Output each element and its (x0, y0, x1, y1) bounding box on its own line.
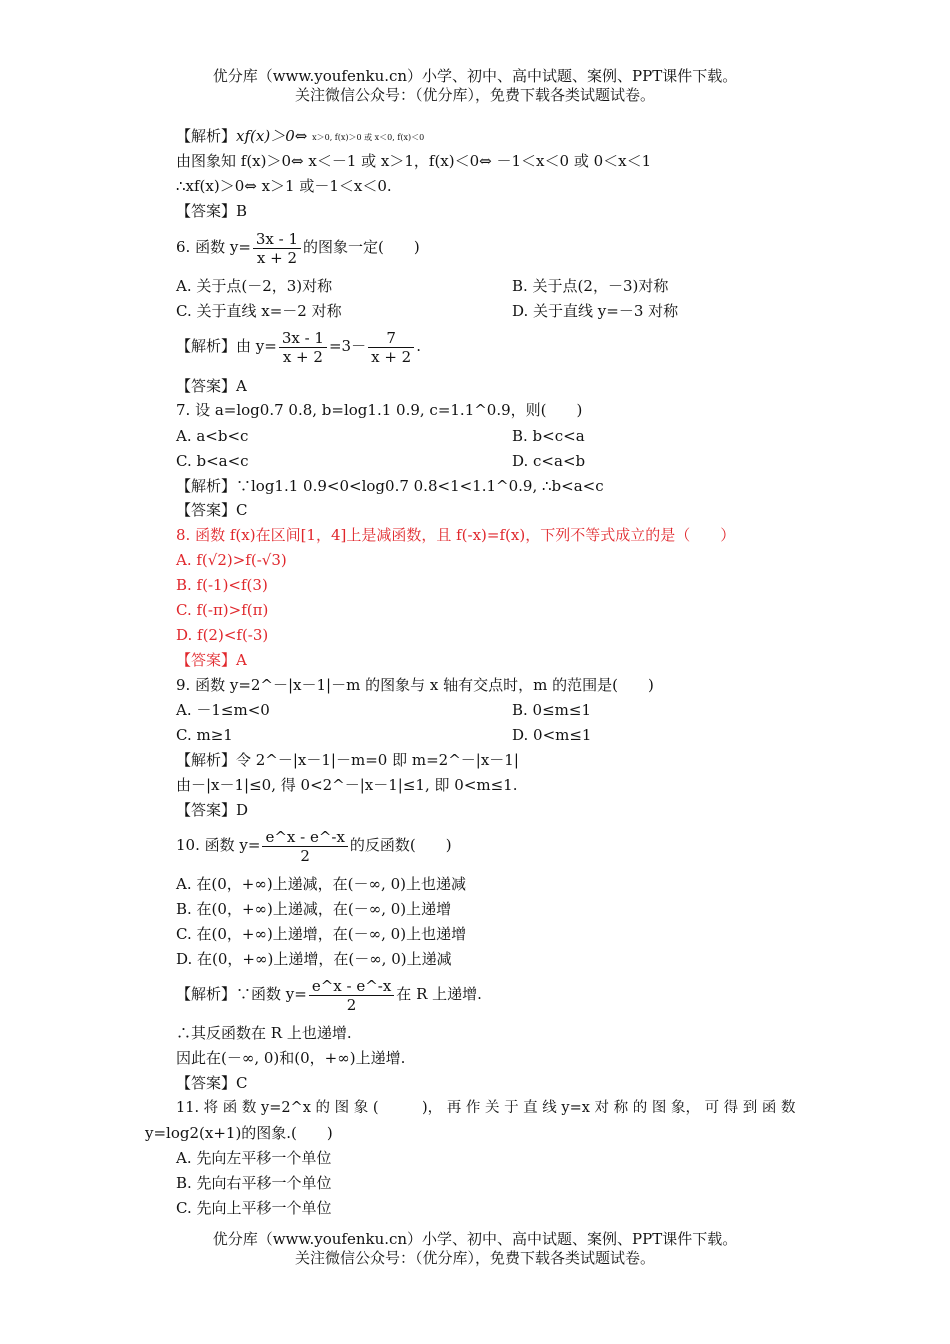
q6-jiexi-numerator-2: 7 (368, 329, 414, 348)
q9-stem: 9. 函数 y=2^－|x－1|－m 的图象与 x 轴有交点时，m 的范围是( ) (176, 676, 654, 694)
q6-jiexi (176, 327, 421, 366)
q11-option-a: A. 先向左平移一个单位 (176, 1149, 332, 1167)
q9-option-c: C. m≥1 (176, 726, 233, 744)
q8-answer: 【答案】A (176, 651, 247, 669)
q7-option-b: B. b<c<a (512, 427, 585, 445)
header-line-1: 优分库（www.youfenku.cn）小学、初中、高中试题、案例、PPT课件下载。 (212, 67, 738, 85)
q6-numerator: 3x - 1 (253, 230, 301, 249)
q10-jiexi (176, 975, 482, 1014)
q6-jiexi-fraction-1 (279, 329, 327, 366)
q5-line-3: ∴xf(x)＞0⇔ x＞1 或－1＜x＜0. (176, 177, 392, 195)
q11-option-b: B. 先向右平移一个单位 (176, 1174, 332, 1192)
q5-jiexi (176, 126, 424, 146)
q10-option-c: C. 在(0，+∞)上递增，在(－∞, 0)上也递增 (176, 925, 467, 943)
q6-jiexi-fraction-2 (368, 329, 414, 366)
q7-jiexi: 【解析】∵log1.1 0.9<0<log0.7 0.8<1<1.1^0.9, ∴b<a<c (176, 477, 604, 495)
q8-stem: 8. 函数 f(x)在区间[1，4]上是减函数，且 f(-x)=f(x)，下列不等式成立的是（ ） (176, 526, 736, 544)
q6-option-a: A. 关于点(－2，3)对称 (176, 277, 333, 295)
q8-option-b: B. f(-1)<f(3) (176, 576, 268, 594)
q9-option-b: B. 0≤m≤1 (512, 701, 592, 719)
q10-jiexi-numerator: e^x - e^-x (309, 977, 394, 996)
q10-stem-post: 的反函数( ) (349, 836, 452, 854)
q5-answer: 【答案】B (176, 202, 248, 220)
q11-option-c: C. 先向上平移一个单位 (176, 1199, 332, 1217)
q9-option-d: D. 0<m≤1 (512, 726, 592, 744)
q9-jiexi-2: 由－|x－1|≤0, 得 0<2^－|x－1|≤1, 即 0<m≤1. (176, 776, 518, 794)
q6-jiexi-post: . (416, 337, 421, 355)
q6-answer: 【答案】A (176, 377, 247, 395)
q6-option-b: B. 关于点(2，－3)对称 (512, 277, 669, 295)
q10-fraction (262, 828, 347, 865)
q7-option-a: A. a<b<c (176, 427, 249, 445)
q10-jiexi-pre: 【解析】∵函数 y= (176, 985, 307, 1003)
q11-line-2: y=log2(x+1)的图象.( ) (145, 1124, 333, 1142)
q5-jiexi-label: 【解析】 (176, 127, 237, 145)
q10-jiexi-denominator: 2 (346, 995, 357, 1014)
q6-denominator: x + 2 (256, 248, 298, 267)
q10-line-2: ∴其反函数在 R 上也递增. (176, 1024, 352, 1042)
q10-denominator: 2 (300, 846, 310, 865)
q7-option-c: C. b<a<c (176, 452, 249, 470)
q10-jiexi-post: 在 R 上递增. (396, 985, 482, 1003)
q10-jiexi-fraction (309, 977, 394, 1014)
q9-jiexi-1: 【解析】令 2^－|x－1|－m=0 即 m=2^－|x－1| (176, 751, 519, 769)
footer-line-2: 关注微信公众号：（优分库），免费下载各类试题试卷。 (294, 1249, 655, 1267)
q6-jiexi-pre: 【解析】由 y= (176, 337, 277, 355)
q8-option-c: C. f(-π)>f(π) (176, 601, 269, 619)
q10-stem-pre: 10. 函数 y= (176, 836, 261, 854)
q10-option-b: B. 在(0，+∞)上递减，在(－∞, 0)上递增 (176, 900, 452, 918)
q7-option-d: D. c<a<b (512, 452, 586, 470)
q10-numerator: e^x - e^-x (262, 828, 347, 847)
q5-jiexi-expr: xf(x)＞0⇔ (236, 127, 308, 145)
q7-stem: 7. 设 a=log0.7 0.8, b=log1.1 0.9, c=1.1^0.9，则( ) (176, 401, 583, 419)
q8-option-d: D. f(2)<f(-3) (176, 626, 269, 644)
q10-stem (176, 826, 452, 865)
q6-jiexi-numerator-1: 3x - 1 (279, 329, 327, 348)
q6-option-c: C. 关于直线 x=－2 对称 (176, 302, 342, 320)
q5-line-2: 由图象知 f(x)＞0⇔ x＜－1 或 x＞1，f(x)＜0⇔ －1＜x＜0 或 0＜x＜1 (176, 152, 652, 170)
q10-line-3: 因此在(－∞, 0)和(0，+∞)上递增. (176, 1049, 406, 1067)
q6-jiexi-denominator-2: x + 2 (371, 347, 412, 366)
q9-option-a: A. －1≤m<0 (176, 701, 270, 719)
q7-answer: 【答案】C (176, 501, 248, 519)
q6-stem (176, 228, 420, 267)
q6-jiexi-denominator-1: x + 2 (282, 347, 323, 366)
q8-option-a: A. f(√2)>f(-√3) (176, 551, 287, 569)
q6-stem-post: 的图象一定( ) (303, 238, 420, 256)
q5-jiexi-cases: x＞0, f(x)＞0 或 x＜0, f(x)＜0 (312, 132, 425, 142)
footer-line-1: 优分库（www.youfenku.cn）小学、初中、高中试题、案例、PPT课件下载。 (212, 1230, 738, 1248)
q6-jiexi-mid: =3－ (328, 337, 367, 355)
q10-option-d: D. 在(0，+∞)上递增，在(－∞, 0)上递减 (176, 950, 452, 968)
q10-answer: 【答案】C (176, 1074, 248, 1092)
q10-option-a: A. 在(0，+∞)上递减，在(－∞, 0)上也递减 (176, 875, 466, 893)
q6-option-d: D. 关于直线 y=－3 对称 (512, 302, 679, 320)
q6-stem-pre: 6. 函数 y= (176, 238, 251, 256)
q11-line-1: 11. 将 函 数 y=2^x 的 图 象 ( )， 再 作 关 于 直 线 y=x 对 称 的 图 象， 可 得 到 函 数 (176, 1100, 796, 1116)
header-line-2: 关注微信公众号：（优分库），免费下载各类试题试卷。 (294, 86, 655, 104)
q9-answer: 【答案】D (176, 801, 249, 819)
q6-fraction (253, 230, 301, 267)
